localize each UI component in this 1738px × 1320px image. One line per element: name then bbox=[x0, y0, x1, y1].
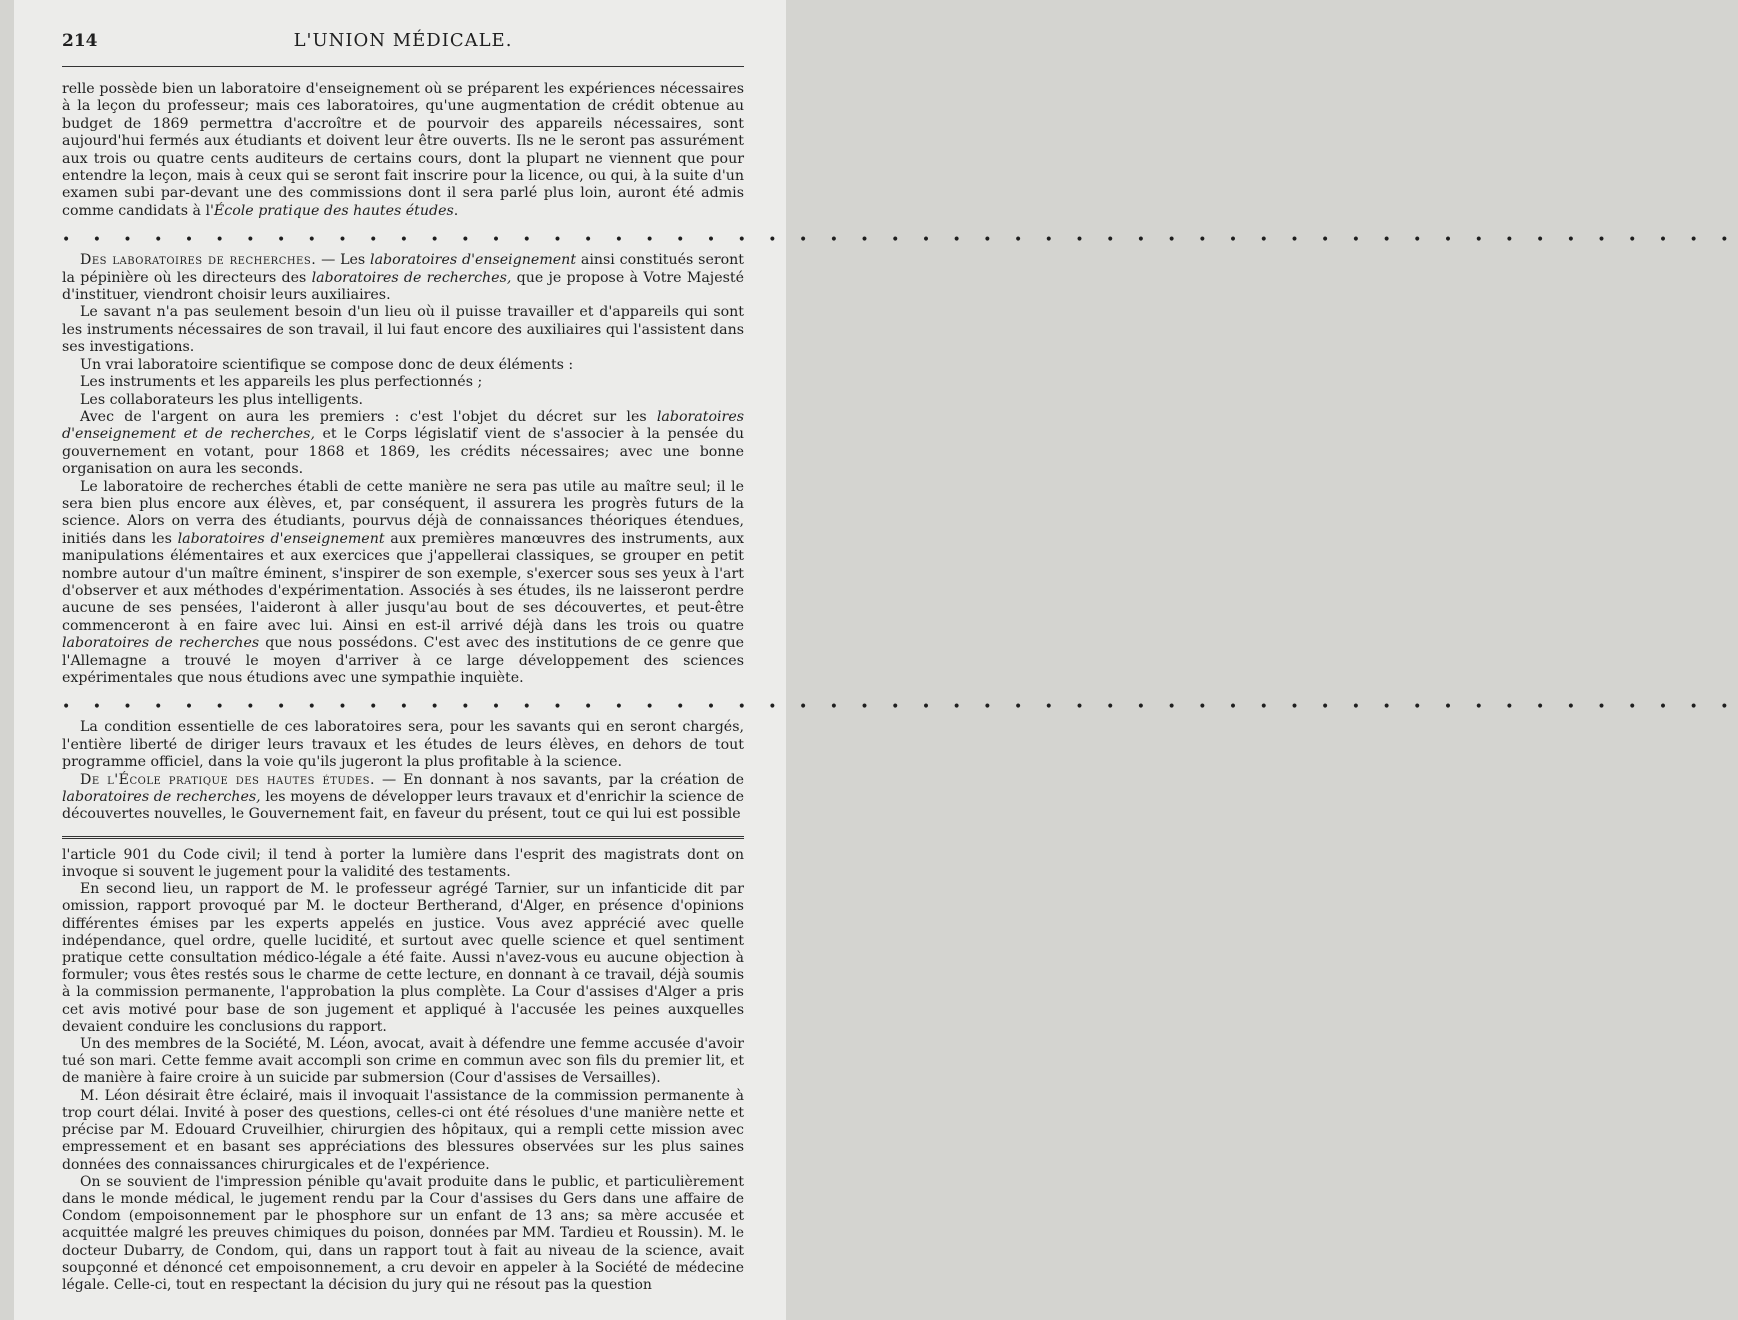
paragraph: relle possède bien un laboratoire d'enseignement où se préparent les expériences nécessaires à la leçon du professeur; mais ces laboratoires, qu'une augmentation de crédit obtenue au budget de 1869 permettra d'accroître et de pourvoir des appareils nécessaires, sont aujourd'hui fermés aux étudiants et doivent leur être ouverts. Ils ne le seront pas assurément aux trois ou quatre cents auditeurs de certains cours, dont la plupart ne viennent que pour entendre la leçon, mais à ceux qui se seront fait inscrire pour la licence, ou qui, à la suite d'un examen subi par-devant une des commissions dont il sera parlé plus loin, auront été admis comme candidats à l'École pratique des hautes études. bbox=[62, 81, 744, 219]
paragraph: Des laboratoires de recherches. — Les laboratoires d'enseignement ainsi constitués seront la pépinière où les directeurs des laboratoires de recherches, que je propose à Votre Majesté d'instituer, viendront choisir leurs auxiliaires. bbox=[62, 252, 745, 304]
lower-section bbox=[62, 847, 744, 1294]
paragraph: Avec de l'argent on aura les premiers : c'est l'objet du décret sur les laboratoires d'enseignement et de recherches, et le Corps législatif vient de s'associer à la pensée du gouvernement en votant, pour 1868 et 1869, les crédits nécessaires; avec une bonne organisation on aura les seconds. bbox=[62, 408, 744, 478]
paragraph: La condition essentielle de ces laboratoires sera, pour les savants qui en seront chargés, l'entière liberté de diriger leurs travaux et les études de leurs élèves, en dehors de tout programme officiel, dans la voie qu'ils jugeront la plus profitable à la science. bbox=[62, 719, 744, 771]
dot-separator: • • • • • • • • • • • • • • • • • • • • • • • • • • • • • • • • • • • • • • • • • • • • • • • • • • • • • • • bbox=[62, 232, 1738, 249]
page-header bbox=[62, 30, 744, 60]
dot-separator: • • • • • • • • • • • • • • • • • • • • • • • • • • • • • • • • • • • • • • • • • • • • • • • • • • • • • • • bbox=[62, 699, 1738, 716]
upper-column bbox=[62, 81, 1738, 824]
header-rule bbox=[62, 66, 744, 67]
paragraph: Les instruments et les appareils les plus perfectionnés ; bbox=[80, 374, 483, 391]
paragraph: Un des membres de la Société, M. Léon, avocat, avait à défendre une femme accusée d'avoir tué son mari. Cette femme avait accompli son crime en commun avec son fils du premier lit, et de manière à faire croire à un suicide par submersion (Cour d'assises de Versailles). bbox=[62, 1036, 744, 1087]
page-number: 214 bbox=[62, 31, 98, 51]
paragraph: On se souvient de l'impression pénible qu'avait produite dans le public, et particulièrement dans le monde médical, le jugement rendu par la Cour d'assises du Gers dans une affaire de Condom (empoisonnement par le phosphore sur un enfant de 13 ans; sa mère accusée et acquittée malgré les preuves chimiques du poison, données par MM. Tardieu et Roussin). M. le docteur Dubarry, de Condom, qui, dans un rapport tout à fait au niveau de la science, avait soupçonné et dénoncé cet empoisonnement, a cru devoir en appeler à la Société de médecine légale. Celle-ci, tout en respectant la décision du jury qui ne résout pas la question bbox=[62, 1173, 744, 1293]
paragraph: En second lieu, un rapport de M. le professeur agrégé Tarnier, sur un infanticide dit par omission, rapport provoqué par M. le docteur Bertherand, d'Alger, en présence d'opinions différentes émises par les experts appelés en justice. Vous avez apprécié avec quelle indépendance, quel ordre, quelle lucidité, et surtout avec quelle science et quel sentiment pratique cette consultation médico-légale a été faite. Aussi n'avez-vous eu aucune objection à formuler; vous êtes restés sous le charme de cette lecture, en donnant à ce travail, déjà soumis à la commission permanente, l'approbation la plus complète. La Cour d'assises d'Alger a pris cet avis motivé pour base de son jugement et appliqué à l'accusée les peines auxquelles devaient conduire les conclusions du rapport. bbox=[62, 881, 744, 1035]
page bbox=[14, 0, 1738, 1320]
paragraph: Un vrai laboratoire scientifique se compose donc de deux éléments : bbox=[80, 356, 574, 373]
section-heading: Des laboratoires de recherches. bbox=[80, 252, 317, 269]
paragraph: Le savant n'a pas seulement besoin d'un lieu où il puisse travailler et d'appareils qui sont les instruments nécessaires de son travail, il lui faut encore des auxiliaires qui l'assistent dans ses investigations. bbox=[62, 304, 744, 356]
feuilleton-rule bbox=[62, 836, 744, 839]
paragraph: l'article 901 du Code civil; il tend à porter la lumière dans l'esprit des magistrats dont on invoque si souvent le jugement pour la validité des testaments. bbox=[62, 846, 744, 881]
paragraph: De l'École pratique des hautes études. — En donnant à nos savants, par la création de laboratoires de recherches, les moyens de développer leurs travaux et d'enrichir la science de découvertes nouvelles, le Gouvernement fait, en faveur du présent, tout ce qui lui est possible bbox=[62, 771, 744, 823]
paragraph: M. Léon désirait être éclairé, mais il invoquait l'assistance de la commission permanente à trop court délai. Invité à poser des questions, celles-ci ont été résolues d'une manière nette et précise par M. Edouard Cruveilhier, chirurgien des hôpitaux, qui a rempli cette mission avec empressement et en basant ses appréciations des blessures observées sur les plus saines données des connaissances chirurgicales et de l'expérience. bbox=[62, 1087, 744, 1173]
paragraph: Les collaborateurs les plus intelligents. bbox=[80, 391, 364, 408]
section-heading: De l'École pratique des hautes études. bbox=[80, 771, 376, 788]
running-title: L'UNION MÉDICALE. bbox=[293, 30, 513, 51]
lower-column bbox=[62, 847, 744, 1294]
paragraph: Le laboratoire de recherches établi de cette manière ne sera pas utile au maître seul; il le sera bien plus encore aux élèves, et, par conséquent, il assurera les progrès futurs de la science. Alors on verra des étudiants, pourvus déjà de connaissances théoriques étendues, initiés dans les laboratoires d'enseignement aux premières manœuvres des instruments, aux manipulations élémentaires et aux exercices que j'appellerai classiques, se grouper en petit nombre autour d'un maître éminent, s'inspirer de son exemple, s'exercer sous ses yeux à l'art d'observer et aux méthodes d'expérimentation. Associés à ses études, ils ne laisseront perdre aucune de ses pensées, l'aideront à aller jusqu'au bout de ses découvertes, et peut-être commenceront à en faire avec lui. Ainsi en est-il arrivé déjà dans les trois ou quatre laboratoires de recherches que nous possédons. C'est avec des institutions de ce genre que l'Allemagne a trouvé le moyen d'arriver à ce large développement des sciences expérimentales que nous étudions avec une sympathie inquiète. bbox=[62, 478, 745, 686]
